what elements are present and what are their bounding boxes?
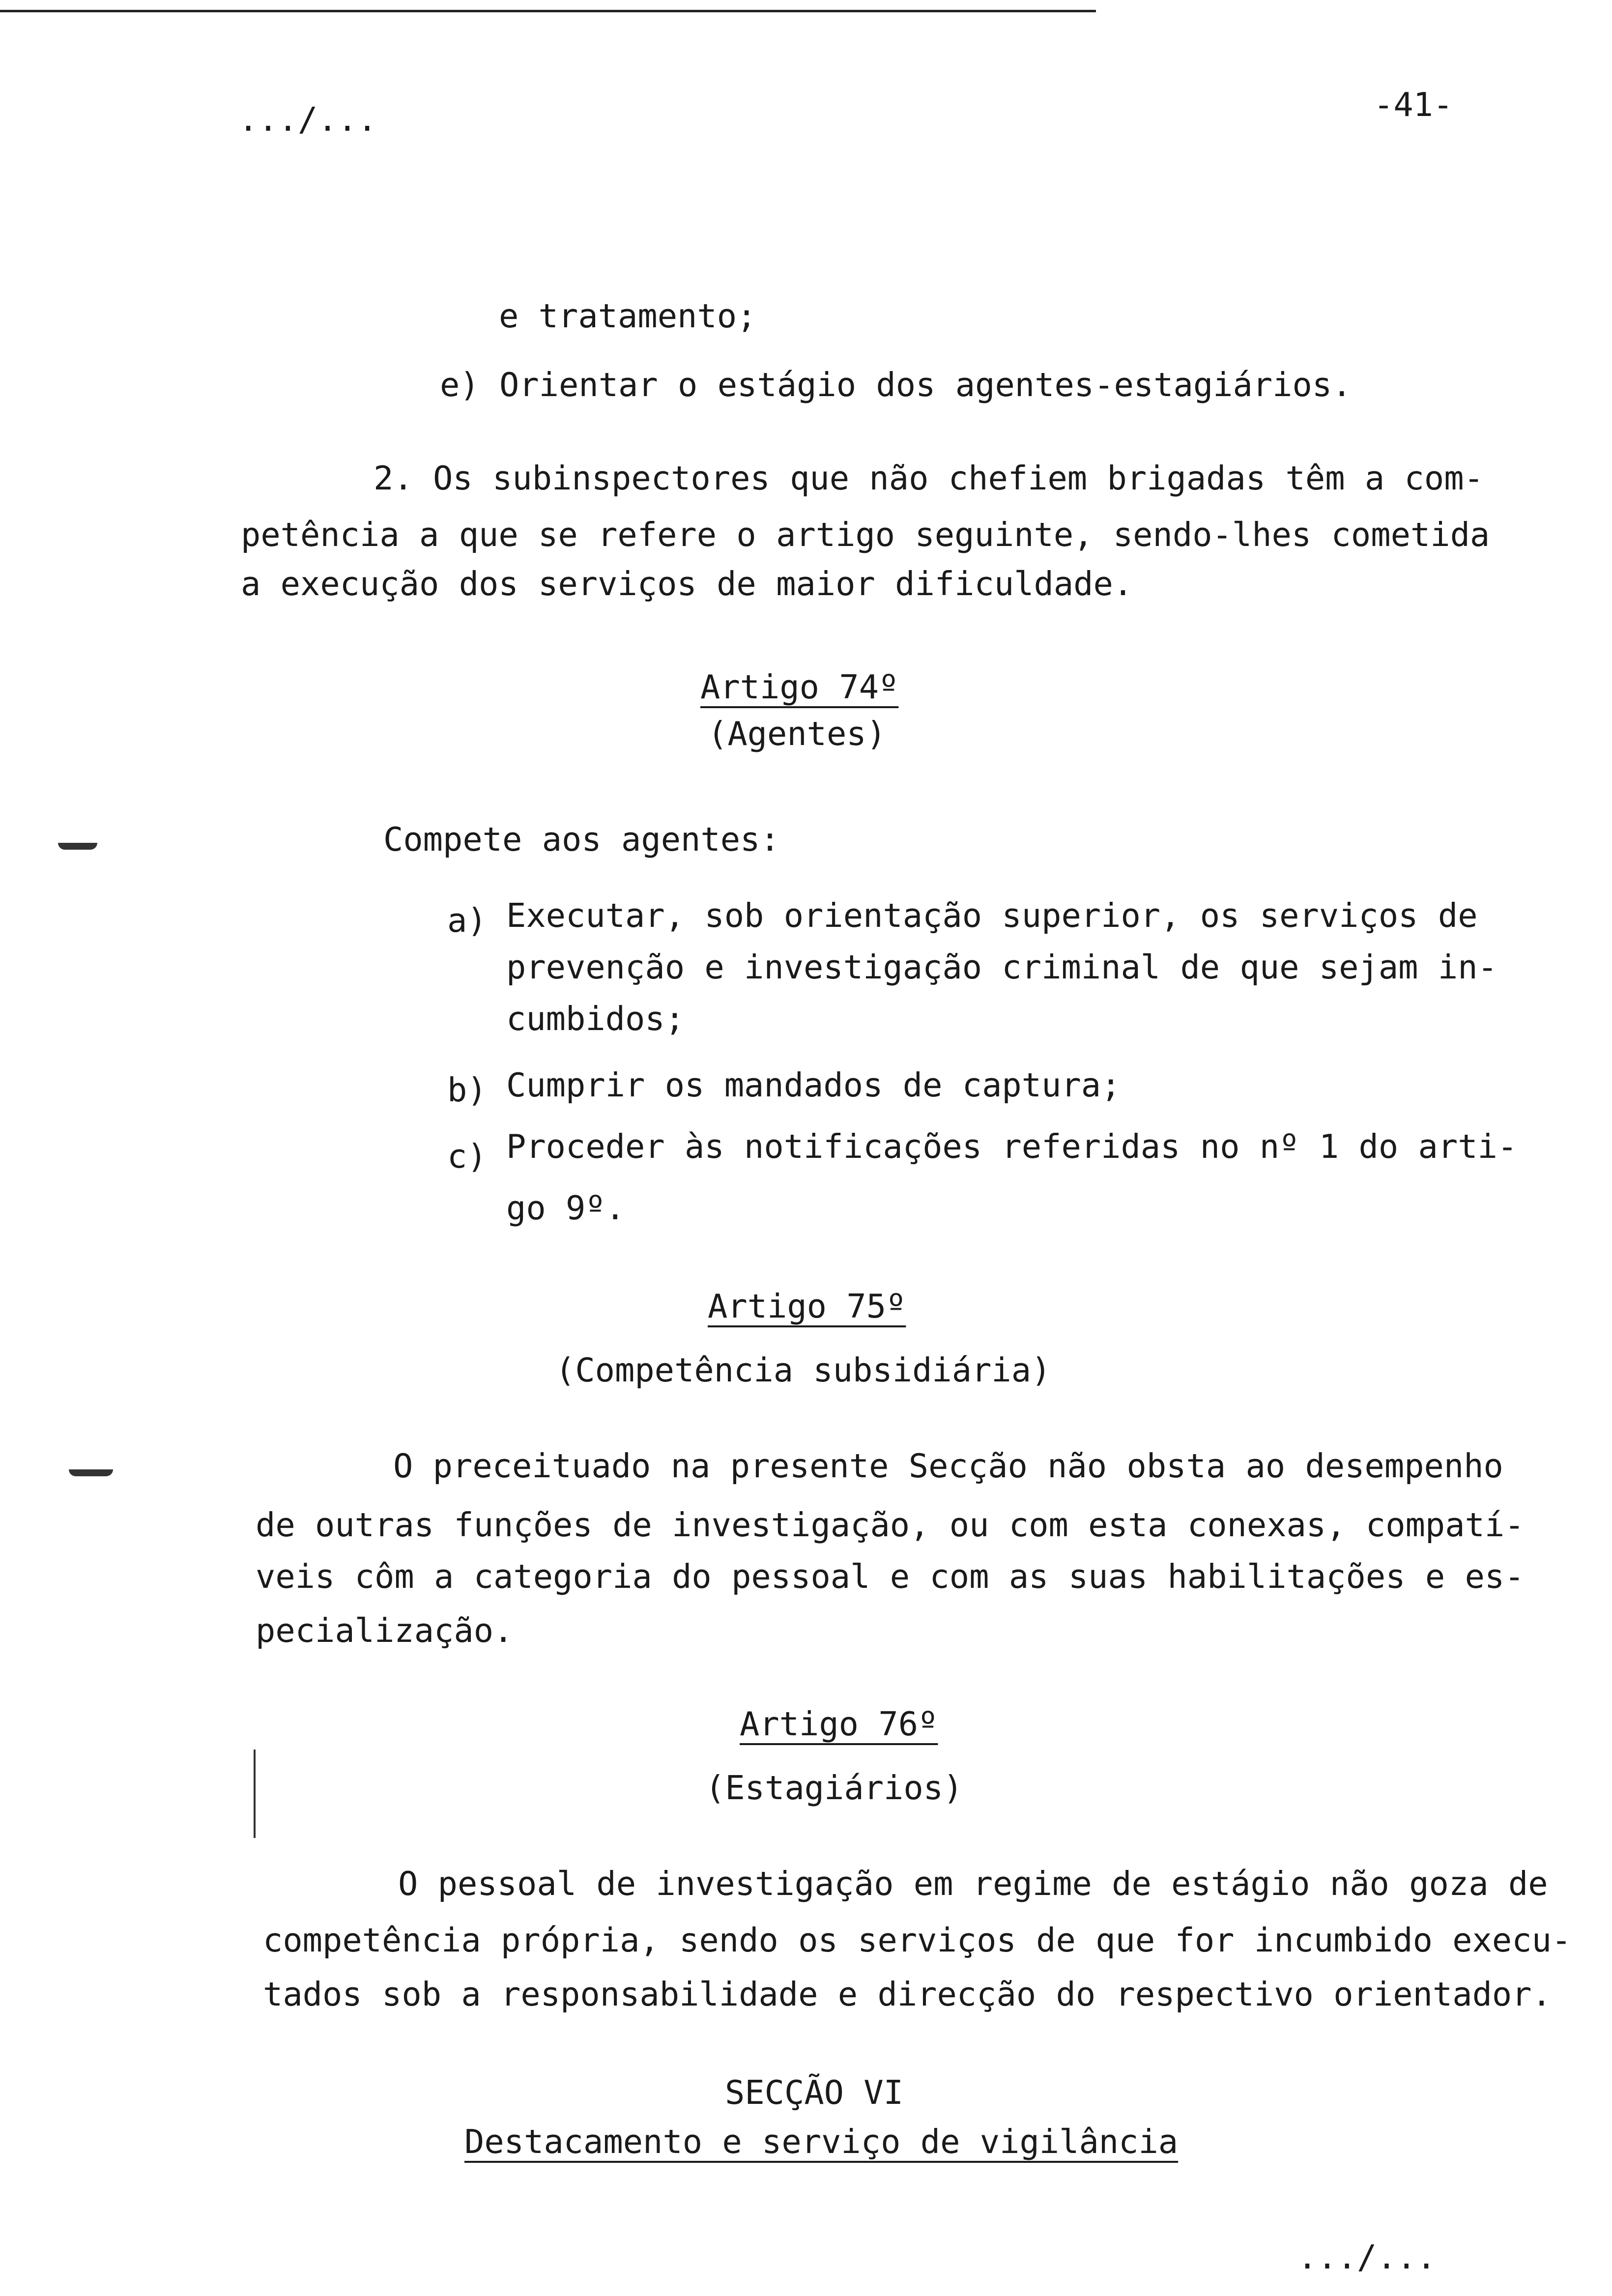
line-tratamento: e tratamento; <box>499 297 757 335</box>
margin-mark <box>254 1750 256 1838</box>
article-74-title: Artigo 74º <box>700 668 899 706</box>
article-75-line: pecialização. <box>256 1611 514 1650</box>
item-e: e) Orientar o estágio dos agentes-estagiários. <box>440 366 1352 404</box>
item-a-label: a) <box>447 901 487 940</box>
item-c-line: go 9º. <box>506 1189 626 1227</box>
continued-bottom: .../... <box>1297 2238 1437 2276</box>
item-a-line: Executar, sob orientação superior, os serviços de <box>506 896 1478 935</box>
section-subtitle: Destacamento e serviço de vigilância <box>464 2123 1179 2161</box>
item-a-line: cumbidos; <box>506 1000 685 1038</box>
margin-mark <box>69 1469 113 1476</box>
item-b-label: b) <box>447 1071 487 1109</box>
section-title: SECÇÃO VI <box>725 2073 904 2112</box>
article-74-subtitle: (Agentes) <box>708 715 887 753</box>
article-76-title: Artigo 76º <box>740 1705 938 1743</box>
item-b-line: Cumprir os mandados de captura; <box>506 1066 1121 1104</box>
article-75-line: veis côm a categoria do pessoal e com as suas habilitações e es- <box>256 1557 1525 1596</box>
article-75-line: de outras funções de investigação, ou com esta conexas, compatí- <box>256 1506 1525 1544</box>
article-75-subtitle: (Competência subsidiária) <box>555 1351 1051 1389</box>
article-74-intro: Compete aos agentes: <box>383 820 780 859</box>
article-76-subtitle: (Estagiários) <box>705 1769 963 1807</box>
page-number: -41- <box>1374 86 1453 124</box>
article-75-title: Artigo 75º <box>708 1287 906 1325</box>
item-c-label: c) <box>447 1137 487 1176</box>
continued-top: .../... <box>238 100 377 139</box>
article-76-line: competência própria, sendo os serviços de que for incumbido execu- <box>263 1921 1572 1959</box>
margin-mark <box>58 843 97 850</box>
para2-line: 2. Os subinspectores que não chefiem brigadas têm a com- <box>374 459 1484 497</box>
item-a-line: prevenção e investigação criminal de que sejam in- <box>506 948 1497 986</box>
article-76-line: O pessoal de investigação em regime de estágio não goza de <box>398 1865 1548 1903</box>
item-c-line: Proceder às notificações referidas no nº 1 do arti- <box>506 1127 1518 1166</box>
top-rule <box>0 10 1096 12</box>
article-76-line: tados sob a responsabilidade e direcção do respectivo orientador. <box>263 1975 1552 2013</box>
para2-line: petência a que se refere o artigo seguinte, sendo-lhes cometida <box>241 516 1490 554</box>
para2-line: a execução dos serviços de maior dificuldade. <box>241 565 1133 603</box>
article-75-line: O preceituado na presente Secção não obsta ao desempenho <box>393 1447 1503 1485</box>
